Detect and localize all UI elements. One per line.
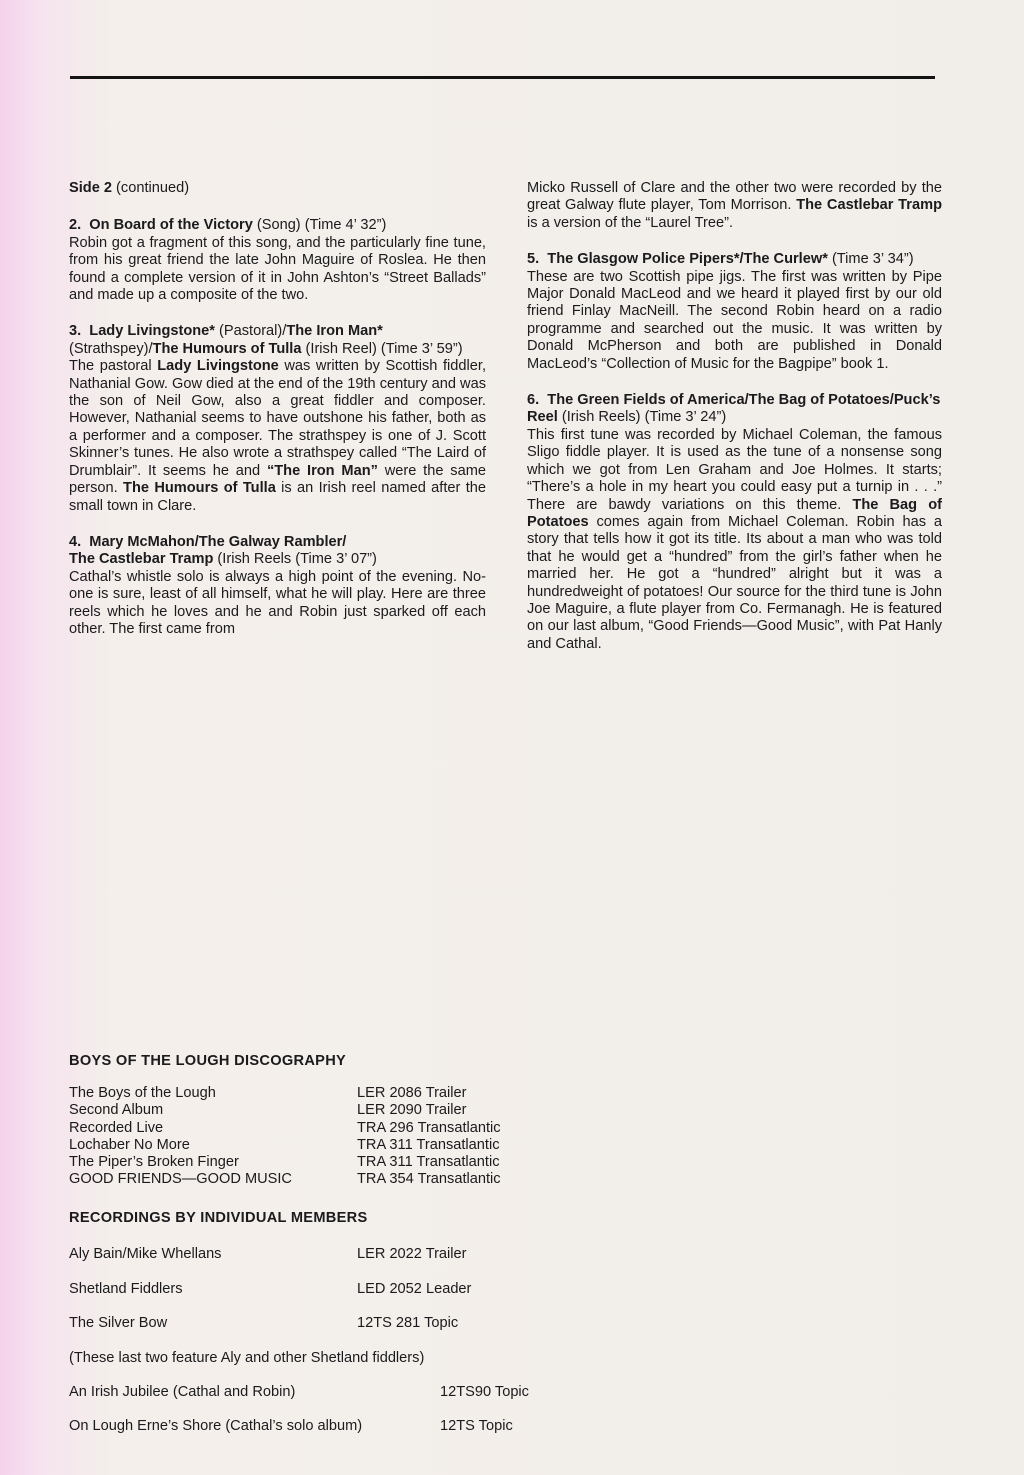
track-5-body: These are two Scottish pipe jigs. The first was written by Pipe Major Donald MacLeod and we heard it played first by our old friend Finlay MacNeill. The second Robin heard on a radio programme and searched out the music. It was written by Donald McPherson and both are published in Donald MacLeod’s “Collection of Music for the Bagpipe” book 1. bbox=[527, 268, 942, 372]
track-5 bbox=[527, 251, 942, 373]
track-6-heading: 6. The Green Fields of America/The Bag of Potatoes/Puck’s Reel (Irish Reels) (Time 3’ 24”) bbox=[527, 392, 941, 426]
track-3-heading: 3. Lady Livingstone* (Pastoral)/The Iron Man* (Strathspey)/The Humours of Tulla (Irish Reel) (Time 3’ 59”) bbox=[69, 323, 463, 357]
notes-right-column bbox=[527, 180, 942, 672]
track-2-heading: 2. On Board of the Victory (Song) (Time 4’ 32”) bbox=[69, 217, 387, 234]
track-4-heading: 4. Mary McMahon/The Galway Rambler/ The Castlebar Tramp (Irish Reels (Time 3’ 07”) bbox=[69, 533, 377, 568]
individual-row: Aly Bain/Mike Whellans LER 2022 Trailer bbox=[69, 1246, 467, 1262]
track-2 bbox=[69, 217, 486, 304]
discography-heading: BOYS OF THE LOUGH DISCOGRAPHY bbox=[69, 1053, 347, 1069]
track-6 bbox=[527, 392, 942, 653]
top-rule bbox=[70, 76, 935, 79]
track-2-body: Robin got a fragment of this song, and the particularly fine tune, from his great friend the late John Maguire of Roslea. He then found a complete version of it in John Ashton’s “Street Ballads” and made up a composite of the two. bbox=[69, 234, 486, 304]
track-4-continued-body: Micko Russell of Clare and the other two were recorded by the great Galway flute player, Tom Morrison. The Castlebar Tramp is a version of the “Laurel Tree”. bbox=[527, 180, 942, 231]
individual-recordings-heading: RECORDINGS BY INDIVIDUAL MEMBERS bbox=[69, 1210, 368, 1226]
shetland-note: (These last two feature Aly and other Shetland fiddlers) bbox=[69, 1350, 425, 1366]
track-3 bbox=[69, 323, 486, 514]
discography-list bbox=[69, 1085, 629, 1189]
individual-row: Shetland Fiddlers LED 2052 Leader bbox=[69, 1281, 472, 1297]
discography-row: Recorded Live TRA 296 Transatlantic bbox=[69, 1119, 501, 1136]
discography-section bbox=[69, 1053, 629, 1189]
track-4-continued bbox=[527, 180, 942, 232]
discography-row: The Boys of the Lough LER 2086 Trailer bbox=[69, 1085, 467, 1101]
individual-row: An Irish Jubilee (Cathal and Robin) 12TS90 Topic bbox=[69, 1384, 529, 1400]
notes-left-column bbox=[69, 180, 486, 657]
track-4 bbox=[69, 534, 486, 638]
side-heading: Side 2 (continued) bbox=[69, 180, 190, 196]
individual-recordings-section bbox=[69, 1210, 669, 1434]
track-6-body: This first tune was recorded by Michael Coleman, the famous Sligo fiddle player. It is used as the tune of a nonsense song which we got from Len Graham and Joe Holmes. It starts; “There’s a hole in my heart you could easy put a turnip in . . .” There are bawdy variations on this theme. The Bag of Potatoes comes again from Michael Coleman. Robin has a story that tells how it got its title. Its about a man who was told that he would get a “hundred” from the girl’s father when he married her. He got a “hundred” alright but it was a hundredweight of potatoes! Our source for the third tune is John Joe Maguire, a flute player from Co. Fermanagh. He is featured on our last album, “Good Friends—Good Music”, with Pat Hanly and Cathal. bbox=[527, 426, 942, 652]
discography-row: The Piper’s Broken Finger TRA 311 Transatlantic bbox=[69, 1154, 500, 1171]
track-4-body: Cathal’s whistle solo is always a high point of the evening. No-one is sure, least of all himself, what he will play. Here are three reels which he loves and he and Robin just sparked off each other. The first came from bbox=[69, 568, 486, 637]
individual-row: On Lough Erne’s Shore (Cathal’s solo album) 12TS Topic bbox=[69, 1418, 513, 1434]
discography-row: Lochaber No More TRA 311 Transatlantic bbox=[69, 1136, 500, 1153]
track-5-heading: 5. The Glasgow Police Pipers*/The Curlew* (Time 3’ 34”) bbox=[527, 251, 914, 268]
discography-row: GOOD FRIENDS—GOOD MUSIC TRA 354 Transatlantic bbox=[69, 1171, 501, 1188]
individual-row: The Silver Bow 12TS 281 Topic bbox=[69, 1315, 459, 1331]
discography-row: Second Album LER 2090 Trailer bbox=[69, 1102, 467, 1119]
track-3-body: The pastoral Lady Livingstone was written by Scottish fiddler, Nathanial Gow. Gow died at the end of the 19th century and was the son of Neil Gow, also a great fiddler and composer. However, Nathanial seems to have outshone his father, both as a performer and a composer. The strathspey is one of J. Scott Skinner’s tunes. He also wrote a strathspey called “The Laird of Drumblair”. It seems he and “The Iron Man” were the same person. The Humours of Tulla is an Irish reel named after the small town in Clare. bbox=[69, 358, 487, 514]
